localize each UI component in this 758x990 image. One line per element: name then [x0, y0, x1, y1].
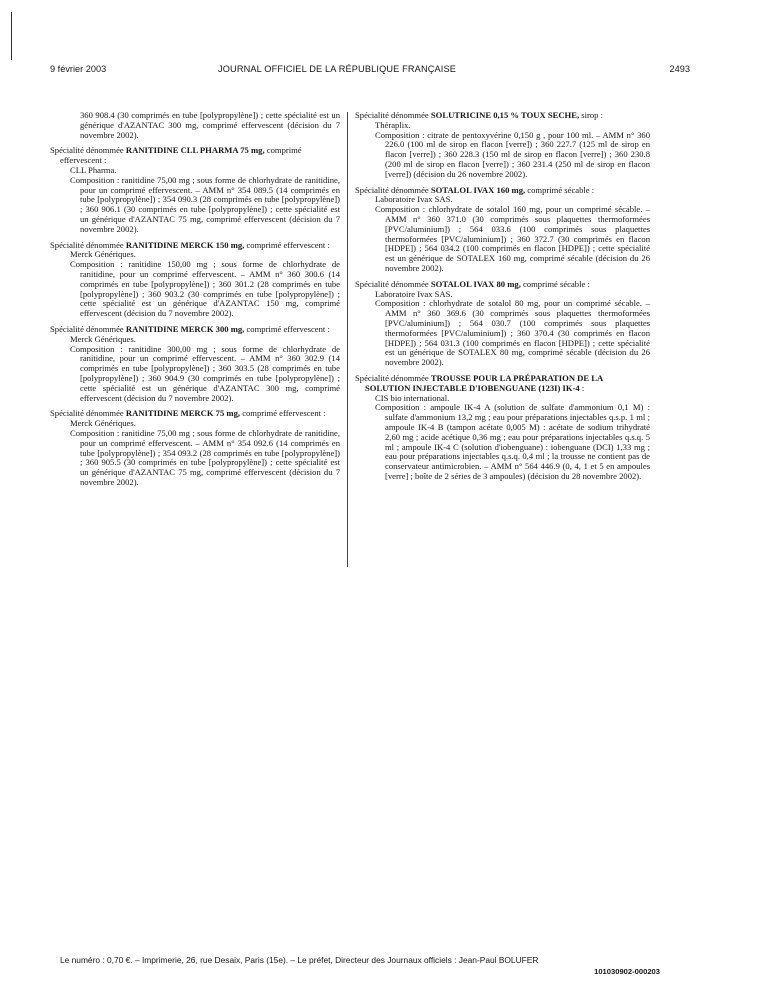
- spec-name: RANITIDINE MERCK 150 mg,: [125, 239, 245, 250]
- spec-entry: [50, 146, 340, 234]
- spec-heading: Spécialité dénommée RANITIDINE MERCK 150 mg, comprimé effervescent :: [50, 239, 330, 250]
- spec-entry: [355, 280, 650, 368]
- spec-heading: Spécialité dénommée SOLUTRICINE 0,15 % TOUX SECHE, sirop :: [355, 110, 603, 120]
- spec-lab: Merck Génériques.: [70, 333, 136, 344]
- spec-heading: Spécialité dénommée RANITIDINE CLL PHARMA 75 mg, comprimé effervescent :: [50, 145, 302, 166]
- spec-name: SOTALOL IVAX 80 mg,: [430, 278, 521, 289]
- spec-name: SOTALOL IVAX 160 mg,: [430, 184, 526, 195]
- spec-name: RANITIDINE MERCK 75 mg,: [125, 408, 241, 419]
- issue-date: 9 février 2003: [50, 64, 107, 74]
- spec-composition: Composition : ranitidine 75,00 mg ; sous forme de chlorhydrate de ranitidine, pour un comprimé effervescent. – AMM n° 354 092.6 (14 comprimés en tube [polypropylène]) ; 354 093.2 (28 comprimés en tube [polypropylène]) ; 360 905.5 (30 comprimés en tube [polypropylène]) ; cette spécialité est un générique d'AZANTAC 75 mg, comprimé effervescent (décision du 7 novembre 2002).: [70, 427, 340, 487]
- column-divider: [347, 112, 348, 567]
- spec-entry: [355, 374, 650, 482]
- page-header: [50, 64, 690, 78]
- spec-lab: Laboratoire Ivax SAS.: [375, 194, 453, 205]
- spec-lab: Théraplix.: [375, 119, 411, 130]
- journal-title: JOURNAL OFFICIEL DE LA RÉPUBLIQUE FRANÇAISE: [218, 64, 457, 74]
- spec-composition: Composition : ampoule IK-4 A (solution de sulfate d'ammonium 0,1 M) : sulfate d'ammonium 13,2 mg ; eau pour préparations injectables q.s.p. 1 ml ; ampoule IK-4 B (tampon acétate 0,005 M) : acétate de sodium trihydraté 2,60 mg ; acide acétique 0,36 mg ; eau pour préparations injectables q.s.q. 5 ml ; ampoule IK-4 C (solution d'iobenguane) : iobenguane (DCI) 1,33 mg ; eau pour préparations injectables q.s.q. 0,4 ml ; la trousse ne contient pas de conservateur antimicrobien. – AMM n° 564 446.9 (0, 4, 1 et 5 en ampoules [verre] ; boîte de 2 séries de 3 ampoules) (décision du 28 novembre 2002).: [375, 402, 650, 481]
- spec-entry: [355, 186, 650, 274]
- spec-lab: Merck Génériques.: [70, 249, 136, 260]
- spec-lab: Laboratoire Ivax SAS.: [375, 288, 453, 299]
- continued-fragment: 360 908.4 (30 comprimés en tube [polypropylène]) ; cette spécialité est un générique d'AZANTAC 300 mg, comprimé effervescent (décision du 7 novembre 2002).: [80, 110, 340, 140]
- spec-entry: [50, 241, 340, 319]
- document-code: 101030902-000203: [594, 967, 660, 976]
- spec-lab: Merck Génériques.: [70, 418, 136, 429]
- spec-entry: [355, 111, 650, 180]
- spec-composition: Composition : chlorhydrate de sotalol 80 mg, pour un comprimé sécable. – AMM n° 360 369.6 (30 comprimés sous plaquettes thermoformées [PVC/aluminium]) ; 564 030.7 (100 comprimés sous plaquettes thermoformées [PVC/aluminium]) ; 360 370.4 (30 comprimés en flacon [HDPE]) ; 564 031.3 (100 comprimés en flacon [HDPE]) ; cette spécialité est un générique de SOTALEX 80 mg, comprimé sécable (décision du 26 novembre 2002).: [375, 298, 650, 368]
- spec-entry: [50, 409, 340, 487]
- spec-composition: Composition : ranitidine 75,00 mg ; sous forme de chlorhydrate de ranitidine, pour un comprimé effervescent. – AMM n° 354 089.5 (14 comprimés en tube [polypropylène]) ; 354 090.3 (28 comprimés en tube [polypropylène]) ; 360 906.1 (30 comprimés en tube [polypropylène]) ; cette spécialité est un générique d'AZANTAC 75 mg, comprimé effervescent (décision du 7 novembre 2002).: [70, 174, 340, 234]
- spec-name: SOLUTRICINE 0,15 % TOUX SECHE,: [430, 110, 580, 120]
- spec-composition: Composition : chlorhydrate de sotalol 160 mg, pour un comprimé sécable. – AMM n° 360 371.0 (30 comprimés sous plaquettes thermoformées [PVC/aluminium]) ; 564 033.6 (100 comprimés sous plaquettes thermoformées [PVC/aluminium]) ; 360 372.7 (30 comprimés en flacon [HDPE]) ; 564 034.2 (100 comprimés en flacon [HDPE]) ; cette spécialité est un générique de SOTALEX 160 mg, comprimé sécable (décision du 26 novembre 2002).: [375, 204, 650, 273]
- spec-name: TROUSSE POUR LA PRÉPARATION DE LA SOLUTION INJECTABLE D'IOBENGUANE (123I) IK-4: [365, 372, 603, 393]
- spec-heading: Spécialité dénommée RANITIDINE MERCK 75 mg, comprimé effervescent :: [50, 408, 326, 419]
- spec-lab: CLL Pharma.: [70, 164, 117, 175]
- left-column: [50, 111, 340, 494]
- spec-composition: Composition : ranitidine 300,00 mg ; sous forme de chlorhydrate de ranitidine, pour un comprimé effervescent. – AMM n° 360 302.9 (14 comprimés en tube [polypropylène]) ; 360 303.5 (28 comprimés en tube [polypropylène]) ; 360 904.9 (30 comprimés en tube [polypropylène]) ; cette spécialité est un générique d'AZANTAC 300 mg, comprimé effervescent (décision du 7 novembre 2002).: [70, 343, 340, 403]
- page-footer: [60, 955, 660, 976]
- spec-heading: Spécialité dénommée RANITIDINE MERCK 300 mg, comprimé effervescent :: [50, 323, 330, 334]
- spec-name: RANITIDINE MERCK 300 mg,: [125, 323, 245, 334]
- spec-name: RANITIDINE CLL PHARMA 75 mg,: [125, 145, 265, 156]
- spec-heading: Spécialité dénommée SOTALOL IVAX 80 mg, comprimé sécable :: [355, 278, 590, 289]
- spec-heading: Spécialité dénommée SOTALOL IVAX 160 mg, comprimé sécable :: [355, 184, 595, 195]
- spec-heading: Spécialité dénommée TROUSSE POUR LA PRÉPARATION DE LA SOLUTION INJECTABLE D'IOBENGUANE (123I) IK-4 :: [355, 372, 603, 393]
- spec-lab: CIS bio international.: [375, 392, 450, 403]
- right-column: [355, 111, 650, 488]
- spec-composition: Composition : citrate de pentoxyvérine 0,150 g , pour 100 ml. – AMM n° 360 226.0 (100 ml de sirop en flacon [verre]) ; 360 227.7 (125 ml de sirop en flacon [verre]) ; 360 228.3 (150 ml de sirop en flacon [verre]) ; 360 230.8 (200 ml de sirop en flacon [verre]) ; 360 231.4 (250 ml de sirop en flacon [verre]) (décision du 26 novembre 2002).: [375, 129, 650, 179]
- margin-mark: [11, 12, 12, 60]
- spec-composition: Composition : ranitidine 150,00 mg ; sous forme de chlorhydrate de ranitidine, pour un comprimé effervescent. – AMM n° 360 300.6 (14 comprimés en tube [polypropylène]) ; 360 301.2 (28 comprimés en tube [polypropylène]) ; 360 903.2 (30 comprimés en tube [polypropylène]) ; cette spécialité est un générique d'AZANTAC 150 mg, comprimé effervescent (décision du 7 novembre 2002).: [70, 259, 340, 319]
- spec-entry: [50, 325, 340, 403]
- page-number: 2493: [669, 64, 690, 74]
- imprint-line: Le numéro : 0,70 €. – Imprimerie, 26, rue Desaix, Paris (15e). – Le préfet, Directeur des Journaux officiels : Jean-Paul BOLUFER: [60, 955, 539, 965]
